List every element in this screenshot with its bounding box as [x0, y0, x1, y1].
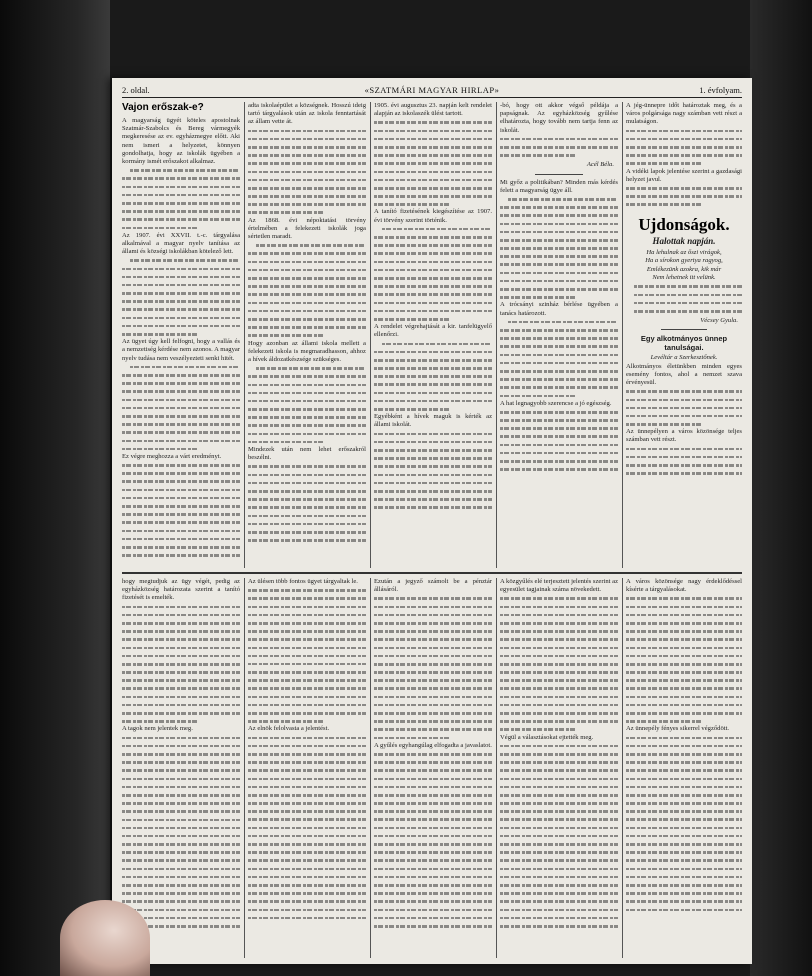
- divider: [661, 329, 707, 330]
- text-lines: [122, 603, 240, 726]
- article-title: Vajon erőszak-e?: [122, 102, 204, 113]
- text-lines: [500, 742, 618, 930]
- text-lines: [500, 594, 618, 733]
- column-2: [248, 102, 366, 568]
- text-lines: [374, 750, 492, 930]
- paragraph: 1905. évi augusztus 23. napján kelt rendelet alapján az iskolaszék ülést tartott.: [374, 102, 492, 118]
- text-lines: [374, 430, 492, 512]
- text-lines: [500, 135, 618, 160]
- text-lines: [374, 594, 492, 741]
- text-lines: [626, 127, 742, 168]
- text-lines: [122, 461, 240, 559]
- text-lines: [248, 586, 366, 725]
- paragraph: Egyébként a hívek maguk is kérték az állami iskolát.: [374, 413, 492, 429]
- paragraph: Az ünnepélyen a város közönsége teljes számban vett részt.: [626, 428, 742, 444]
- text-lines: [626, 594, 742, 725]
- text-lines: [626, 387, 742, 428]
- paragraph: Hogy azonban az állami iskola mellett a felekezeti iskola is megmaradhasson, ahhoz a hívek áldozatkészsége szükséges.: [248, 339, 366, 363]
- author-signature: Acél Béla.: [586, 161, 614, 169]
- paragraph: Mi győz a politikában? Minden más kérdés felett a magyarság ügye áll.: [500, 178, 618, 194]
- page-number: 2. oldal.: [122, 85, 150, 95]
- text-lines: [626, 184, 742, 209]
- paragraph: adta iskolaépület a községnek. Hosszú ideig tartó tárgyalások után az iskola fenntartását az állam vette át.: [248, 102, 366, 126]
- paragraph: A vidéki lapok jelentése szerint a gazdasági helyzet javul.: [626, 167, 742, 183]
- lower-column-3: [374, 578, 492, 958]
- text-lines: [122, 363, 240, 453]
- section-divider: [122, 572, 742, 574]
- text-lines: [374, 340, 492, 414]
- paragraph: Mindezek után nem lehet erőszakról beszélni.: [248, 446, 366, 462]
- poem-signature: Vécsey Gyula.: [700, 317, 738, 325]
- lower-column-2: [248, 578, 366, 958]
- column-3: [374, 102, 492, 568]
- paragraph: Az 1907. évi XXVII. t.-c. tárgyalása alkalmával a magyar nyelv tanítása az állami és községi iskolákban kötelező lett.: [122, 231, 240, 256]
- column-5: [626, 102, 742, 568]
- volume-label: 1. évfolyam.: [699, 85, 742, 95]
- column-4: [500, 102, 618, 568]
- text-lines: [122, 166, 240, 232]
- paragraph: A trócsányi szinház bérlése ügyében a tanács határozott.: [500, 301, 618, 317]
- lower-column-4: [500, 578, 618, 958]
- text-lines: [248, 462, 366, 544]
- paragraph: Ez végre meghozza a várt eredményt.: [122, 452, 222, 460]
- divider: [535, 174, 582, 175]
- paragraph: A rendelet végrehajtását a kir. tanfelügyelő ellenőrzi.: [374, 323, 492, 339]
- page-header: [122, 84, 742, 98]
- book-left-edge: [0, 0, 110, 976]
- paragraph: Ezután a jegyző számolt be a pénztár állásáról.: [374, 578, 492, 594]
- text-lines: [248, 364, 366, 446]
- poem-line: Emlékezünk azokra, kik már: [646, 265, 722, 273]
- paragraph: Az ünnepély fényes sikerrel végződött.: [626, 725, 730, 733]
- text-lines: [500, 195, 618, 301]
- paragraph: Alkotmányos életünkben minden egyes esemény fontos, ahol a nemzet szava érvényesül.: [626, 362, 742, 387]
- text-lines: [374, 118, 492, 208]
- poem-line: Ha a sírokon gyertya ragyog,: [645, 257, 723, 265]
- text-lines: [122, 256, 240, 338]
- column-1: [122, 102, 240, 568]
- hand-holding-page: [60, 900, 150, 976]
- paragraph: Az 1868. évi népoktatási törvény értelmében a felekezeti iskolák joga sértetlen maradt.: [248, 216, 366, 241]
- text-lines: [122, 734, 240, 931]
- text-lines: [248, 241, 366, 339]
- newspaper-page: [112, 78, 752, 964]
- poem-line: Ha lehulnak az őszi virágok,: [646, 248, 722, 256]
- text-lines: [374, 225, 492, 323]
- text-lines: [626, 445, 742, 478]
- paragraph: Végül a választásokat ejtették meg.: [500, 733, 594, 741]
- newspaper-name: «SZATMÁRI MAGYAR HIRLAP»: [364, 85, 500, 95]
- paragraph: A város közönsége nagy érdeklődéssel kísérte a tárgyalásokat.: [626, 578, 742, 594]
- text-lines: [500, 318, 618, 400]
- paragraph: hogy megtudjuk az ügy végét, pedig az egyházközség határozata szerint a tanító fizetését is emelték.: [122, 578, 240, 602]
- text-lines: [626, 282, 742, 315]
- paragraph: A jég-ünnepre időt határoztak meg, és a város polgársága nagy számban vett részt a mulatságon.: [626, 102, 742, 126]
- lower-column-5: [626, 578, 742, 958]
- article-note: Levéltár a Szerkesztőnek.: [650, 354, 718, 362]
- text-lines: [500, 408, 618, 474]
- paragraph: A közgyűlés elé terjesztett jelentés szerint az egyesület tagjainak száma növekedett.: [500, 578, 618, 594]
- paragraph: A hat legnagyobb szerencse a jó egészség.: [500, 399, 612, 407]
- book-right-edge: [750, 0, 812, 976]
- paragraph: Az ügyet úgy kell felfogni, hogy a vallás és a nemzetiség kérdése nem azonos. A magyar nyelv tudása nem veszélyezteti senki hitét.: [122, 338, 240, 362]
- paragraph: Az ülésen több fontos ügyet tárgyaltak le.: [248, 578, 358, 585]
- paragraph: A tagok nem jelentek meg.: [122, 725, 193, 733]
- paragraph: Az elnök felolvasta a jelentést.: [248, 725, 330, 733]
- section-subtitle: Halottak napján.: [652, 235, 716, 246]
- paragraph: -bó, hogy ott akkor végső példája a papságnak. Az egyházközség gyűlése elhatározta, hogy tovább nem tartja fenn az iskolát.: [500, 102, 618, 134]
- article-subtitle: Egy alkotmányos ünnep tanulságai.: [640, 334, 728, 353]
- paragraph: A tanító fizetésének kiegészítése az 1907. évi törvény szerint történik.: [374, 208, 492, 224]
- text-lines: [248, 734, 366, 922]
- text-lines: [248, 127, 366, 217]
- text-lines: [626, 734, 742, 914]
- section-title: Ujdonságok.: [638, 214, 730, 234]
- paragraph: A magyarság ügyét köteles apostolnak Szatmár-Szabolcs és Bereg vármegyék megkeresése az ev. egyházmegye előtt. Aki nem ismeri a helyzetet, könnyen gondolhatja, hogy az iskolák ügyében a kormány ismét erőszakot alkalmaz.: [122, 117, 240, 166]
- lower-column-1: [122, 578, 240, 958]
- paragraph: A gyűlés egyhangúlag elfogadta a javaslatot.: [374, 741, 492, 749]
- poem-line: Nem lehetnek itt velünk.: [652, 273, 716, 281]
